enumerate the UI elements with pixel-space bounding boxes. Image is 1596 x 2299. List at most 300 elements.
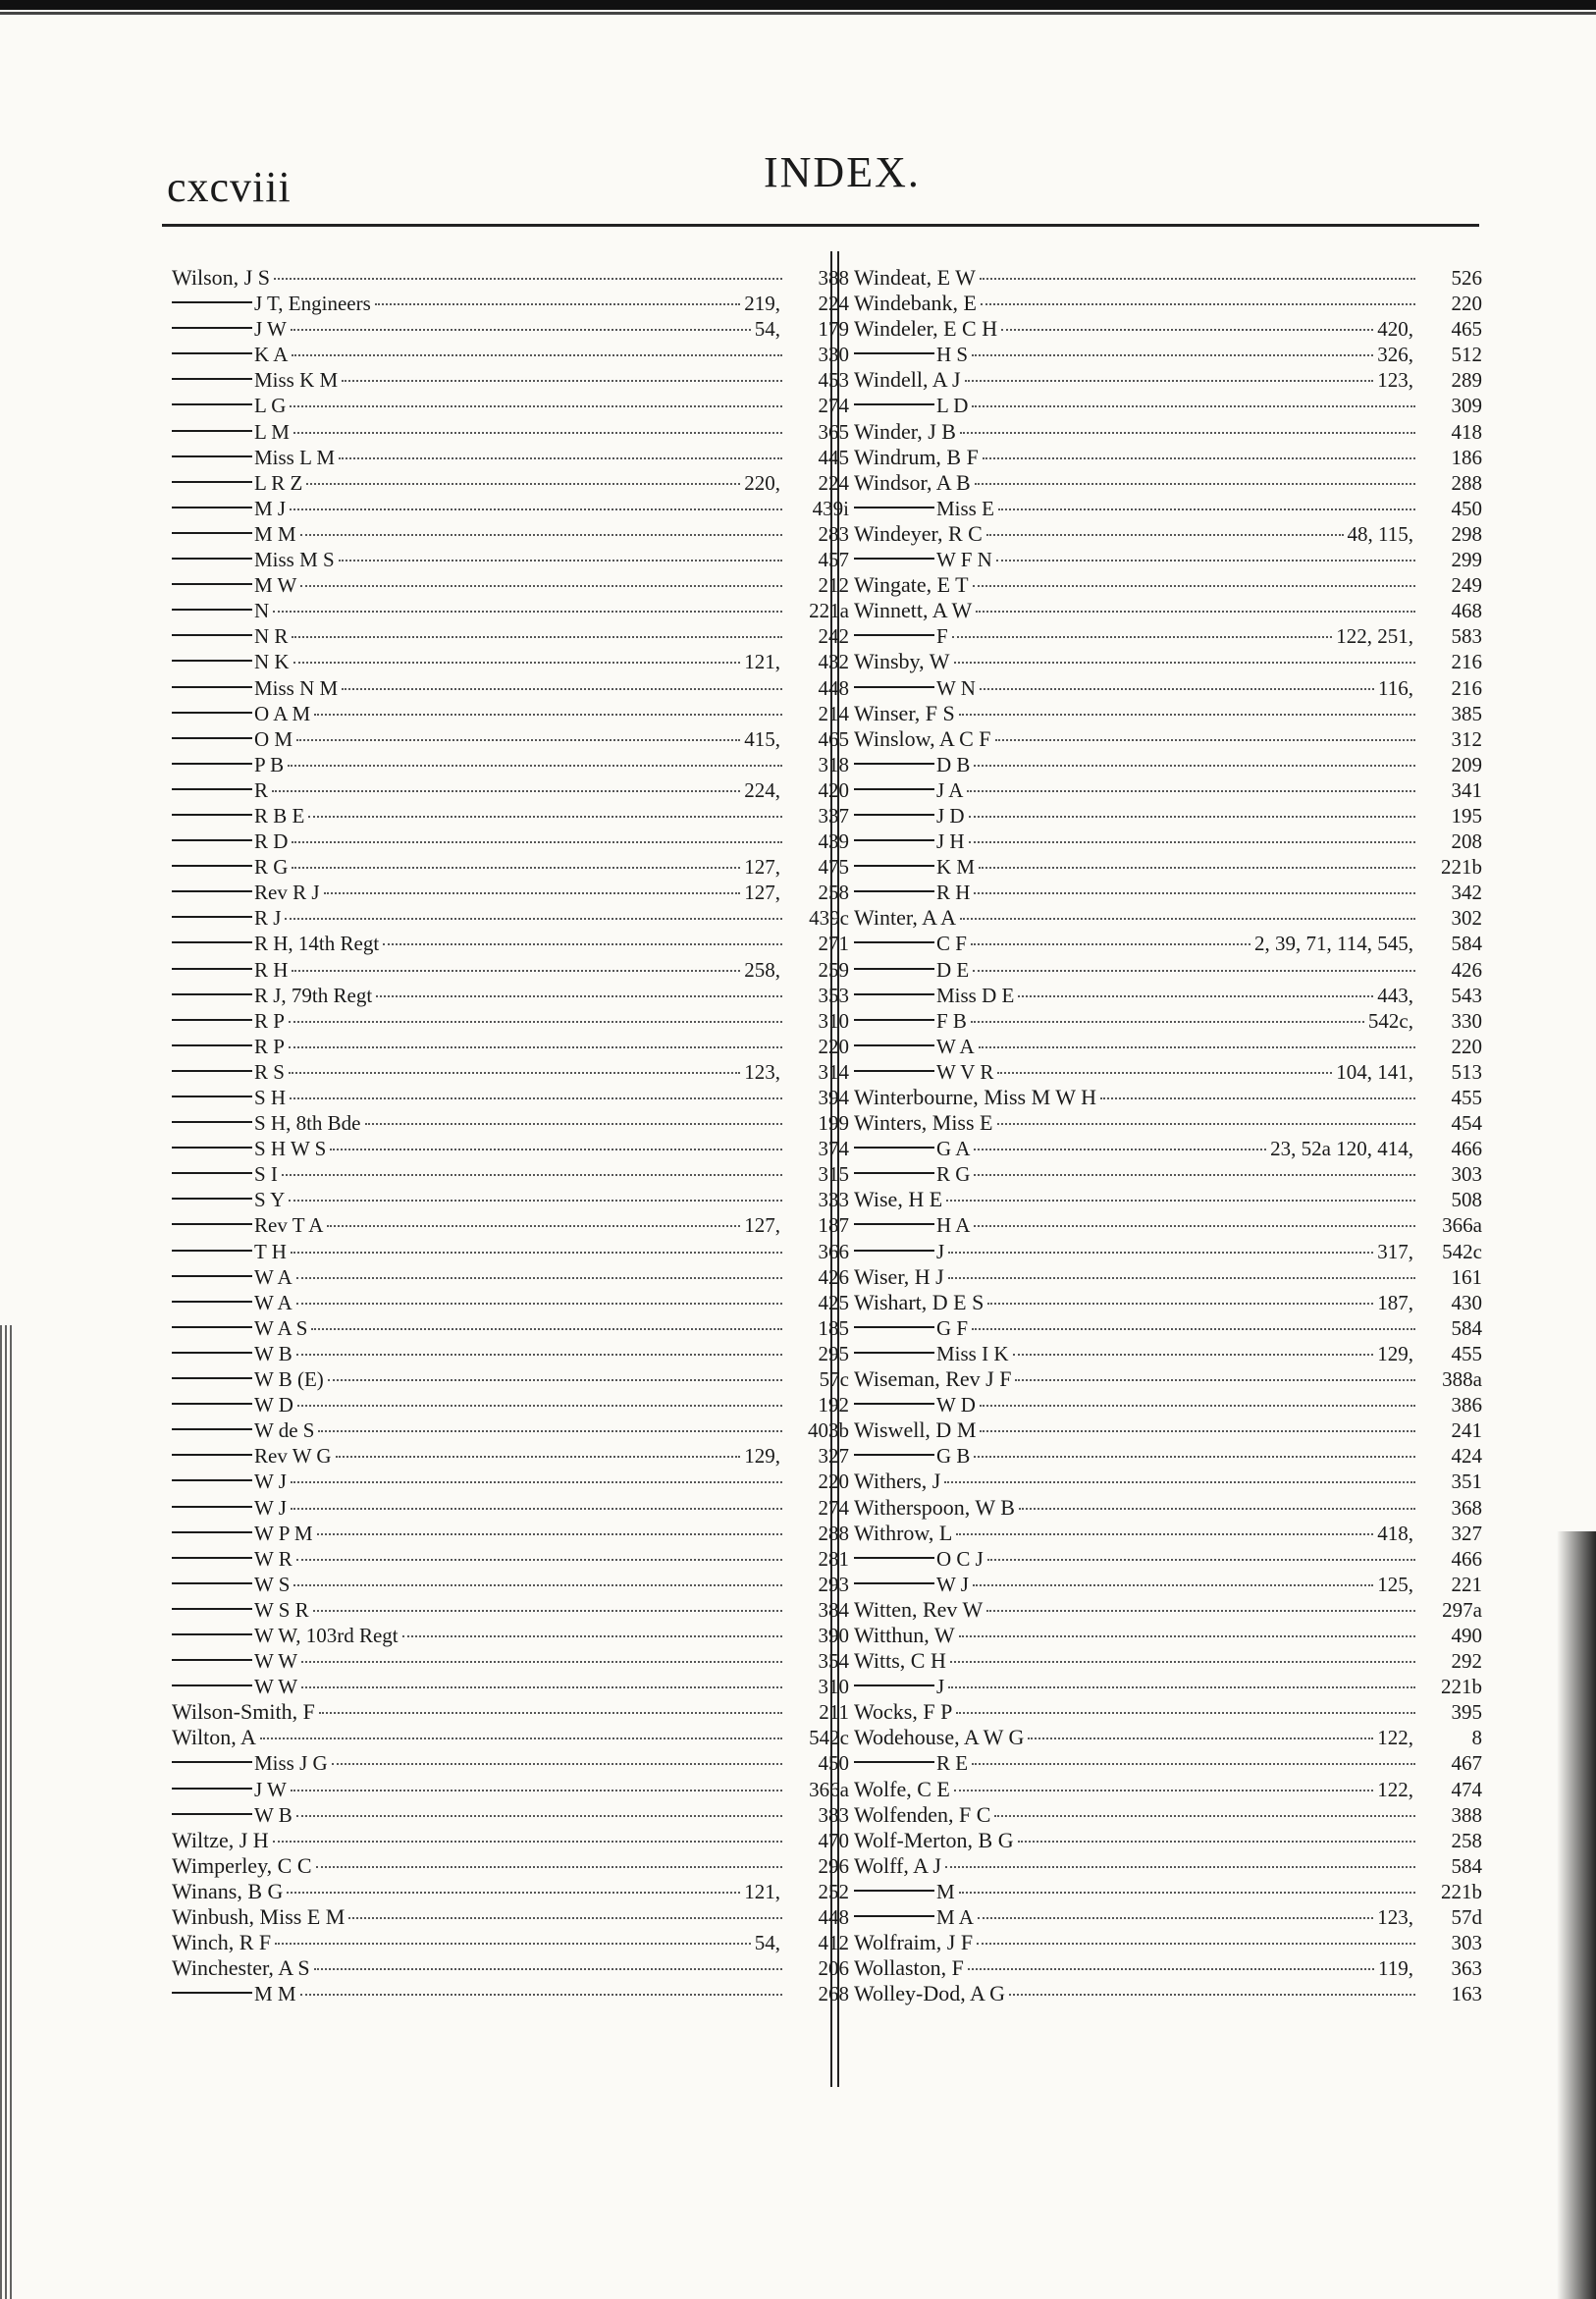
entry-name: L G	[254, 394, 287, 418]
left-edge-shadow	[0, 1325, 14, 2299]
index-entry	[172, 1136, 849, 1161]
ditto-dash	[854, 839, 934, 841]
leader-dots	[291, 1508, 782, 1510]
leader-dots	[327, 1225, 740, 1227]
entry-page: 432	[818, 650, 849, 674]
index-entry	[854, 649, 1482, 674]
index-entry	[172, 1059, 849, 1085]
ditto-dash	[172, 634, 252, 636]
entry-name: Miss L M	[254, 445, 336, 469]
index-entry	[172, 623, 849, 649]
entry-page: 179	[818, 317, 849, 342]
index-entry	[854, 1136, 1482, 1161]
index-entry	[172, 880, 849, 905]
leader-dots	[293, 662, 741, 664]
index-entry	[854, 598, 1482, 623]
ditto-dash	[172, 1582, 252, 1584]
index-entry	[172, 1699, 849, 1725]
index-entry	[854, 1981, 1482, 2006]
entry-refs: 220,	[744, 470, 780, 495]
entry-name: W V R	[936, 1059, 994, 1084]
leader-dots	[292, 867, 740, 869]
entry-page: 542c	[809, 1726, 849, 1750]
entry-name: Wiltze, J H	[172, 1827, 269, 1852]
entry-page: 185	[818, 1315, 849, 1340]
leader-dots	[339, 560, 782, 561]
entry-page: 303	[1451, 1931, 1482, 1955]
entry-refs: 326,	[1377, 343, 1413, 367]
index-entry	[854, 1008, 1482, 1034]
leader-dots	[275, 1943, 751, 1945]
entry-name: Wodehouse, A W G	[854, 1725, 1025, 1750]
entry-refs: 48, 115,	[1347, 521, 1413, 546]
entry-refs: 129,	[744, 1444, 780, 1469]
ditto-dash	[854, 634, 934, 636]
entry-page: 281	[818, 1546, 849, 1571]
entry-refs: 127,	[744, 881, 780, 905]
entry-refs: 121,	[744, 1879, 780, 1903]
entry-page: 453	[818, 368, 849, 393]
leader-dots	[948, 1252, 1373, 1254]
ditto-dash	[854, 1172, 934, 1174]
ditto-dash	[172, 1275, 252, 1277]
entry-page: 341	[1451, 777, 1482, 802]
leader-dots	[1013, 1354, 1374, 1356]
entry-page: 513	[1451, 1059, 1482, 1084]
entry-page: 163	[1451, 1982, 1482, 2006]
leader-dots	[297, 1405, 782, 1407]
entry-name: Wolff, A J	[854, 1852, 941, 1878]
index-entry	[172, 931, 849, 956]
entry-name: G F	[936, 1315, 969, 1340]
entry-name: R D	[254, 829, 289, 854]
leader-dots	[974, 892, 1415, 894]
ditto-dash	[172, 558, 252, 560]
leader-dots	[365, 1123, 782, 1125]
index-entry	[854, 316, 1482, 342]
entry-page: 224	[818, 292, 849, 316]
leader-dots	[330, 1149, 782, 1150]
ditto-dash	[172, 1070, 252, 1072]
ditto-dash	[172, 993, 252, 995]
leader-dots	[960, 918, 1415, 920]
index-entry	[854, 752, 1482, 777]
leader-dots	[959, 1635, 1415, 1637]
leader-dots	[945, 1866, 1415, 1868]
leader-dots	[314, 714, 782, 716]
entry-name: Withers, J	[854, 1469, 941, 1494]
entry-name: Windebank, E	[854, 291, 977, 316]
index-entry	[854, 1521, 1482, 1546]
entry-page: 302	[1451, 906, 1482, 931]
entry-name: Wimperley, C C	[172, 1852, 312, 1878]
entry-name: H S	[936, 343, 969, 367]
leader-dots	[313, 1610, 782, 1612]
entry-name: Winterbourne, Miss M W H	[854, 1085, 1097, 1109]
ditto-dash	[172, 1531, 252, 1533]
index-entry	[172, 1572, 849, 1597]
entry-page: 186	[1451, 445, 1482, 469]
leader-dots	[973, 1584, 1373, 1586]
ditto-dash	[854, 865, 934, 867]
entry-page: 318	[818, 752, 849, 776]
leader-dots	[287, 1892, 740, 1894]
entry-name: M J	[254, 496, 287, 520]
entry-refs: 415,	[744, 726, 780, 751]
entry-name: O M	[254, 726, 293, 751]
index-entry	[172, 854, 849, 880]
leader-dots	[968, 1968, 1374, 1970]
entry-name: J W	[254, 317, 287, 342]
leader-dots	[292, 970, 740, 972]
ditto-dash	[854, 1044, 934, 1046]
leader-dots	[996, 560, 1415, 561]
ditto-dash	[172, 378, 252, 380]
entry-page: 450	[818, 1751, 849, 1776]
entry-page: 283	[818, 521, 849, 546]
index-entry	[854, 777, 1482, 803]
entry-page: 365	[818, 419, 849, 444]
entry-page: 385	[1451, 701, 1482, 725]
entry-name: Winbush, Miss E M	[172, 1904, 346, 1929]
ditto-dash	[854, 686, 934, 688]
entry-name: Rev W G	[254, 1444, 332, 1469]
entry-page: 330	[818, 343, 849, 367]
ditto-dash	[854, 968, 934, 970]
leader-dots	[987, 1303, 1373, 1305]
leader-dots	[293, 1584, 782, 1586]
entry-refs: 127,	[744, 1213, 780, 1238]
index-entry	[172, 521, 849, 547]
entry-page: 214	[818, 701, 849, 725]
leader-dots	[290, 1097, 782, 1099]
ditto-dash	[172, 1506, 252, 1508]
top-edge-bar-2	[0, 12, 1596, 15]
entry-page: 292	[1451, 1649, 1482, 1674]
leader-dots	[946, 1200, 1415, 1202]
ditto-dash	[172, 1788, 252, 1790]
entry-refs: 219,	[744, 292, 780, 316]
index-entry	[854, 572, 1482, 598]
entry-page: 221b	[1441, 855, 1482, 880]
leader-dots	[296, 1277, 782, 1279]
entry-page: 295	[818, 1341, 849, 1365]
entry-name: T H	[254, 1239, 287, 1263]
leader-dots	[342, 380, 782, 382]
index-entry	[854, 1828, 1482, 1853]
entry-refs: 123,	[744, 1059, 780, 1084]
entry-name: Wolfenden, F C	[854, 1801, 991, 1827]
leader-dots	[285, 918, 782, 920]
entry-page: 465	[1451, 317, 1482, 342]
entry-name: F B	[936, 1008, 967, 1033]
entry-page: 388a	[1442, 1367, 1482, 1392]
entry-name: Winter, A A	[854, 905, 956, 931]
index-entry	[172, 1597, 849, 1623]
entry-refs: 224,	[744, 777, 780, 802]
ditto-dash	[172, 301, 252, 303]
leader-dots	[339, 457, 782, 459]
entry-name: Winsby, W	[854, 649, 950, 674]
index-entry	[854, 419, 1482, 445]
index-entry	[172, 316, 849, 342]
entry-name: M M	[254, 1982, 296, 2006]
entry-name: R J, 79th Regt	[254, 983, 373, 1007]
index-entry	[854, 1777, 1482, 1802]
entry-name: J	[936, 1675, 945, 1699]
index-entry	[172, 957, 849, 983]
leader-dots	[987, 1559, 1415, 1561]
entry-refs: 122, 251,	[1336, 624, 1413, 649]
leader-dots	[974, 1174, 1415, 1176]
entry-refs: 123,	[1377, 1905, 1413, 1929]
ditto-dash	[854, 352, 934, 354]
entry-refs: 23, 52a 120, 414,	[1270, 1137, 1413, 1161]
leader-dots	[291, 1252, 782, 1254]
ditto-dash	[172, 1198, 252, 1200]
leader-dots	[375, 303, 740, 305]
leader-dots	[296, 1815, 782, 1817]
leader-dots	[260, 1738, 782, 1739]
entry-name: N	[254, 599, 270, 623]
entry-page: 289	[1451, 368, 1482, 393]
entry-page: 457	[818, 548, 849, 572]
entry-page: 220	[1451, 292, 1482, 316]
leader-dots	[296, 1303, 782, 1305]
leader-dots	[997, 1123, 1416, 1125]
entry-page: 354	[818, 1649, 849, 1674]
index-entry	[854, 470, 1482, 496]
entry-name: Windell, A J	[854, 367, 961, 393]
entry-page: 208	[1451, 829, 1482, 854]
leader-dots	[292, 636, 782, 638]
leader-dots	[977, 1943, 1415, 1945]
entry-name: R B E	[254, 803, 305, 828]
leader-dots	[314, 1968, 782, 1970]
index-entry	[854, 1623, 1482, 1648]
ditto-dash	[172, 788, 252, 790]
entry-page: 220	[1451, 1034, 1482, 1058]
ditto-dash	[172, 916, 252, 918]
leader-dots	[291, 1481, 782, 1483]
index-entry	[854, 1802, 1482, 1828]
ditto-dash	[854, 1582, 934, 1584]
entry-page: 252	[818, 1879, 849, 1903]
entry-page: 543	[1451, 983, 1482, 1007]
header-rule	[162, 224, 1479, 227]
index-entry	[854, 1187, 1482, 1212]
ditto-dash	[854, 403, 934, 405]
entry-name: R J	[254, 906, 282, 931]
entry-page: 454	[1451, 1111, 1482, 1136]
entry-name: M M	[254, 521, 296, 546]
entry-name: R H	[254, 957, 289, 982]
leader-dots	[975, 483, 1415, 485]
entry-name: R H	[936, 881, 971, 905]
entry-page: 199	[818, 1111, 849, 1136]
ditto-dash	[854, 1890, 934, 1892]
entry-name: F	[936, 624, 948, 649]
entry-name: Wolley-Dod, A G	[854, 1981, 1006, 2006]
entry-page: 526	[1451, 266, 1482, 290]
leader-dots	[306, 483, 740, 485]
ditto-dash	[854, 1250, 934, 1252]
index-entry	[172, 777, 849, 803]
leader-dots	[956, 1712, 1415, 1714]
entry-name: Miss K M	[254, 368, 339, 393]
ditto-dash	[172, 941, 252, 943]
entry-name: M	[936, 1879, 955, 1903]
index-entry	[172, 1212, 849, 1238]
entry-name: R E	[936, 1751, 969, 1776]
entry-name: W D	[936, 1393, 976, 1417]
index-entry	[172, 265, 849, 291]
index-entry	[854, 1239, 1482, 1264]
leader-dots	[959, 714, 1415, 716]
index-entry	[172, 470, 849, 496]
leader-dots	[288, 765, 782, 767]
entry-refs: 129,	[1377, 1341, 1413, 1365]
index-entry	[172, 649, 849, 674]
index-entry	[854, 1110, 1482, 1136]
index-entry	[172, 1161, 849, 1187]
entry-page: 467	[1451, 1751, 1482, 1776]
index-entry	[172, 1521, 849, 1546]
entry-page: 220	[818, 1470, 849, 1494]
index-entry	[172, 419, 849, 445]
entry-name: S H W S	[254, 1137, 327, 1161]
entry-page: 192	[818, 1393, 849, 1417]
entry-page: 455	[1451, 1086, 1482, 1109]
entry-page: 475	[818, 855, 849, 880]
entry-page: 583	[1451, 624, 1482, 649]
entry-page: 474	[1451, 1777, 1482, 1801]
leader-dots	[965, 380, 1374, 382]
leader-dots	[308, 816, 782, 818]
ditto-dash	[854, 1326, 934, 1328]
index-entry	[172, 1904, 849, 1930]
entry-name: W A	[254, 1264, 293, 1289]
index-entry	[854, 1315, 1482, 1341]
leader-dots	[291, 1790, 782, 1791]
leader-dots	[960, 432, 1415, 434]
entry-name: R S	[254, 1059, 285, 1084]
ditto-dash	[172, 1659, 252, 1661]
entry-page: 314	[818, 1059, 849, 1084]
index-entry	[172, 1879, 849, 1904]
index-entry	[172, 598, 849, 623]
leader-dots	[972, 1763, 1415, 1765]
entry-name: R G	[936, 1162, 971, 1187]
index-entry	[172, 905, 849, 931]
leader-dots	[972, 405, 1415, 407]
leader-dots	[290, 508, 782, 510]
entry-name: Wilson, J S	[172, 265, 270, 290]
entry-page: 465	[818, 726, 849, 751]
entry-name: W J	[254, 1495, 287, 1520]
index-entry	[172, 1930, 849, 1955]
entry-page: 353	[818, 983, 849, 1007]
leader-dots	[289, 1072, 740, 1074]
index-entry	[172, 1469, 849, 1494]
entry-page: 470	[818, 1828, 849, 1852]
entry-name: O C J	[936, 1546, 984, 1571]
ditto-dash	[172, 583, 252, 585]
entry-name: W F N	[936, 548, 992, 572]
entry-page: 420	[818, 777, 849, 802]
entry-name: Miss N M	[254, 675, 339, 700]
entry-name: R H, 14th Regt	[254, 932, 380, 956]
entry-page: 288	[818, 1521, 849, 1545]
entry-page: 258	[1451, 1828, 1482, 1852]
index-entry	[854, 1546, 1482, 1572]
leader-dots	[983, 457, 1415, 459]
leader-dots	[979, 1046, 1415, 1048]
index-entry	[854, 496, 1482, 521]
index-entry	[854, 342, 1482, 367]
entry-refs: 122,	[1377, 1777, 1413, 1801]
index-entry	[172, 1417, 849, 1443]
entry-name: Wilson-Smith, F	[172, 1699, 315, 1725]
entry-name: J A	[936, 777, 964, 802]
entry-page: 303	[1451, 1162, 1482, 1187]
leader-dots	[978, 1917, 1373, 1919]
entry-page: 161	[1451, 1264, 1482, 1289]
entry-name: W B	[254, 1341, 293, 1365]
entry-name: Rev R J	[254, 881, 320, 905]
entry-page: 249	[1451, 573, 1482, 598]
entry-page: 57c	[819, 1367, 849, 1392]
entry-name: Wolfraim, J F	[854, 1930, 974, 1955]
index-entry	[172, 675, 849, 701]
entry-page: 293	[818, 1572, 849, 1596]
ditto-dash	[172, 1019, 252, 1021]
entry-name: Miss D E	[936, 983, 1015, 1007]
entry-page: 288	[1451, 470, 1482, 495]
entry-page: 390	[818, 1623, 849, 1647]
entry-name: W D	[254, 1393, 293, 1417]
entry-name: D B	[936, 752, 971, 776]
entry-refs: 116,	[1378, 675, 1413, 700]
index-entry	[854, 1495, 1482, 1521]
leader-dots	[971, 1021, 1364, 1023]
entry-name: L M	[254, 419, 290, 444]
entry-page: 584	[1451, 932, 1482, 956]
entry-name: Windeyer, R C	[854, 520, 983, 546]
entry-name: H A	[936, 1213, 971, 1238]
ditto-dash	[854, 507, 934, 508]
entry-name: N R	[254, 624, 289, 649]
leader-dots	[967, 790, 1415, 792]
leader-dots	[972, 354, 1373, 356]
index-entry	[854, 854, 1482, 880]
index-entry	[172, 1239, 849, 1264]
entry-page: 455	[1451, 1341, 1482, 1365]
index-entry	[172, 393, 849, 418]
ditto-dash	[172, 865, 252, 867]
entry-page: 383	[818, 1802, 849, 1827]
entry-name: W P M	[254, 1521, 313, 1545]
entry-name: Windsor, A B	[854, 469, 971, 495]
entry-refs: 119,	[1378, 1956, 1413, 1981]
leader-dots	[959, 1892, 1415, 1894]
entry-page: 384	[818, 1597, 849, 1622]
entry-page: 309	[1451, 394, 1482, 418]
entry-page: 426	[1451, 957, 1482, 982]
index-entry	[854, 1904, 1482, 1930]
index-entry	[172, 1648, 849, 1674]
entry-page: 310	[818, 1675, 849, 1699]
